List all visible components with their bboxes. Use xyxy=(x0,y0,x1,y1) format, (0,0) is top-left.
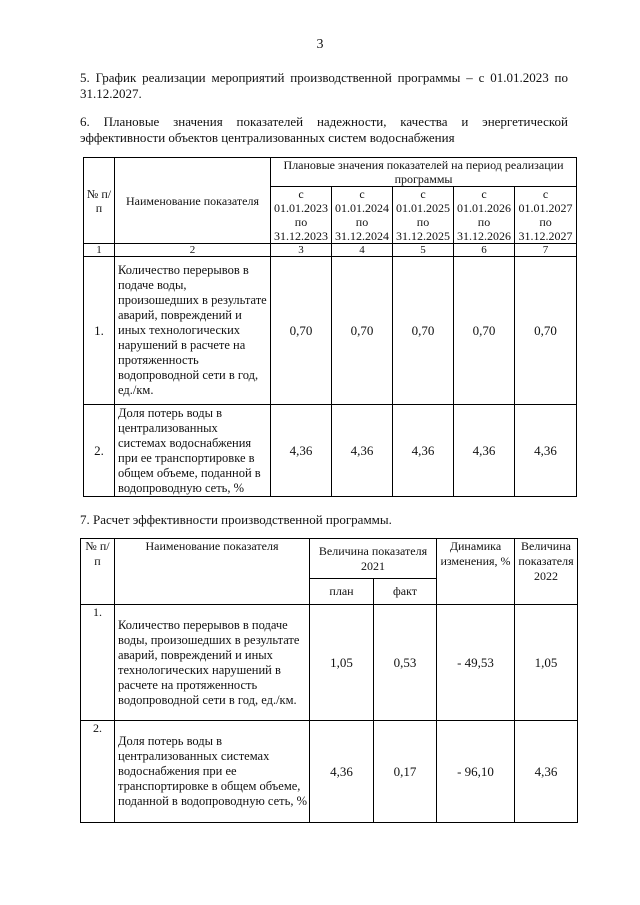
table2-header-number: № п/п xyxy=(81,539,115,605)
table1-period-header: с 01.01.2027 по 31.12.2027 xyxy=(515,187,577,244)
table2-header-value-2021: Величина показателя 2021 xyxy=(310,539,437,579)
value-2022: 4,36 xyxy=(515,721,578,823)
table1-column-index: 2 xyxy=(115,244,271,257)
row-number: 2. xyxy=(81,721,115,823)
section-7-heading: 7. Расчет эффективности производственной программы. xyxy=(80,512,392,527)
table-row xyxy=(81,721,578,823)
table1-period-header: с 01.01.2024 по 31.12.2024 xyxy=(332,187,393,244)
fact-value: 0,53 xyxy=(374,605,437,721)
indicator-name: Доля потерь воды в централизованных системах водоснабжения при ее транспортировке в общем объеме, поданной в водопроводную сеть, % xyxy=(115,405,271,497)
table1-column-index: 6 xyxy=(454,244,515,257)
table1-header-number: № п/п xyxy=(84,158,115,244)
table1-period-header: с 01.01.2023 по 31.12.2023 xyxy=(271,187,332,244)
indicator-value: 4,36 xyxy=(271,405,332,497)
table1-column-index: 5 xyxy=(393,244,454,257)
table1-period-header: с 01.01.2025 по 31.12.2025 xyxy=(393,187,454,244)
section-6-line-2: эффективности объектов централизованных систем водоснабжения xyxy=(80,130,455,145)
table1-period-header: с 01.01.2026 по 31.12.2026 xyxy=(454,187,515,244)
planned-indicators-table xyxy=(83,157,577,497)
page-number: 3 xyxy=(316,37,324,52)
indicator-name: Количество перерывов в подаче воды, произошедших в результате аварий, повреждений и иных технологических нарушений в расчете на протяженность водопроводной сети в год, ед./км. xyxy=(115,605,310,721)
table2-header-value-2022: Величина показателя 2022 xyxy=(515,539,578,605)
indicator-value: 4,36 xyxy=(515,405,577,497)
table2-header-dynamics: Динамика изменения, % xyxy=(437,539,515,605)
table1-column-index: 7 xyxy=(515,244,577,257)
row-number: 1. xyxy=(84,257,115,405)
table-row xyxy=(81,605,578,721)
indicator-value: 0,70 xyxy=(271,257,332,405)
row-number: 2. xyxy=(84,405,115,497)
program-efficiency-table xyxy=(80,538,578,823)
indicator-value: 4,36 xyxy=(393,405,454,497)
fact-value: 0,17 xyxy=(374,721,437,823)
indicator-value: 0,70 xyxy=(454,257,515,405)
indicator-value: 0,70 xyxy=(393,257,454,405)
table-row xyxy=(84,257,577,405)
dynamics-value: - 49,53 xyxy=(437,605,515,721)
indicator-value: 4,36 xyxy=(332,405,393,497)
table1-column-index: 4 xyxy=(332,244,393,257)
indicator-value: 0,70 xyxy=(332,257,393,405)
indicator-name: Доля потерь воды в централизованных системах водоснабжения при ее транспортировке в общем объеме, поданной в водопроводную сеть, % xyxy=(115,721,310,823)
section-5-schedule: 5. График реализации мероприятий производственной программы – с 01.01.2023 по 31.12.2027. xyxy=(80,70,568,101)
table2-header-fact: факт xyxy=(374,579,437,605)
dynamics-value: - 96,10 xyxy=(437,721,515,823)
table1-header-period-group: Плановые значения показателей на период реализации программы xyxy=(271,158,577,187)
indicator-name: Количество перерывов в подаче воды, произошедших в результате аварий, повреждений и иных технологических нарушений в расчете на протяженность водопроводной сети в год, ед./км. xyxy=(115,257,271,405)
table1-column-index: 1 xyxy=(84,244,115,257)
row-number: 1. xyxy=(81,605,115,721)
indicator-value: 4,36 xyxy=(454,405,515,497)
table2-header-name: Наименование показателя xyxy=(115,539,310,605)
plan-value: 1,05 xyxy=(310,605,374,721)
value-2022: 1,05 xyxy=(515,605,578,721)
plan-value: 4,36 xyxy=(310,721,374,823)
section-6-line-1: 6. Плановые значения показателей надежности, качества и энергетической xyxy=(80,114,568,129)
table-row xyxy=(84,405,577,497)
indicator-value: 0,70 xyxy=(515,257,577,405)
table1-header-name: Наименование показателя xyxy=(115,158,271,244)
table2-header-plan: план xyxy=(310,579,374,605)
table1-column-index: 3 xyxy=(271,244,332,257)
section-6-heading xyxy=(80,114,568,146)
